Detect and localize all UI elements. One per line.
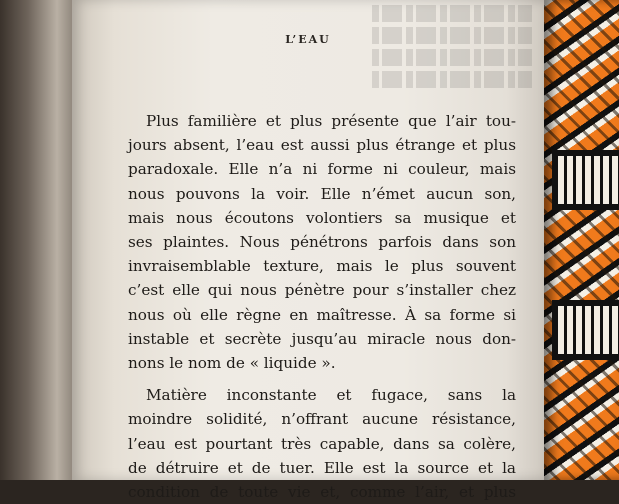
- text-line: moindre solidité, n’offrant aucune résistance,: [128, 410, 516, 429]
- text-line: de détruire et de tuer. Elle est la source et la: [128, 458, 516, 477]
- chapter-title: L’EAU: [285, 33, 331, 46]
- text-line: nous pouvons la voir. Elle n’émet aucun son,: [128, 184, 516, 203]
- text-line: Plus familière et plus présente que l’air tou-: [146, 112, 516, 130]
- text-line: paradoxale. Elle n’a ni forme ni couleur, mais: [128, 160, 516, 179]
- text-line: nons le nom de « liquide ».: [128, 354, 336, 373]
- text-line: nous où elle règne en maîtresse. À sa forme si: [128, 305, 516, 324]
- text-line: l’eau est pourtant très capable, dans sa colère,: [128, 434, 516, 453]
- text-line: jours absent, l’eau est aussi plus étrange et plus: [128, 136, 516, 155]
- text-line: ses plaintes. Nous pénétrons parfois dans son: [128, 233, 516, 252]
- book-page: [72, 0, 544, 502]
- body-text: [128, 109, 516, 504]
- text-line: Matière inconstante et fugace, sans la: [146, 386, 516, 405]
- fabric-pattern-band: [552, 300, 619, 360]
- text-line: condition de toute vie et, comme l’air, et plus: [128, 483, 516, 502]
- fabric-pattern-band: [552, 150, 619, 210]
- text-line: c’est elle qui nous pénètre pour s’installer chez: [128, 281, 516, 300]
- show-through-text: [372, 0, 532, 100]
- patterned-fabric: [544, 0, 619, 480]
- text-line: invraisemblable texture, mais le plus souvent: [128, 257, 516, 276]
- text-line: instable et secrète jusqu’au miracle nous don-: [128, 329, 516, 348]
- text-line: mais nous écoutons volontiers sa musique et: [128, 208, 516, 227]
